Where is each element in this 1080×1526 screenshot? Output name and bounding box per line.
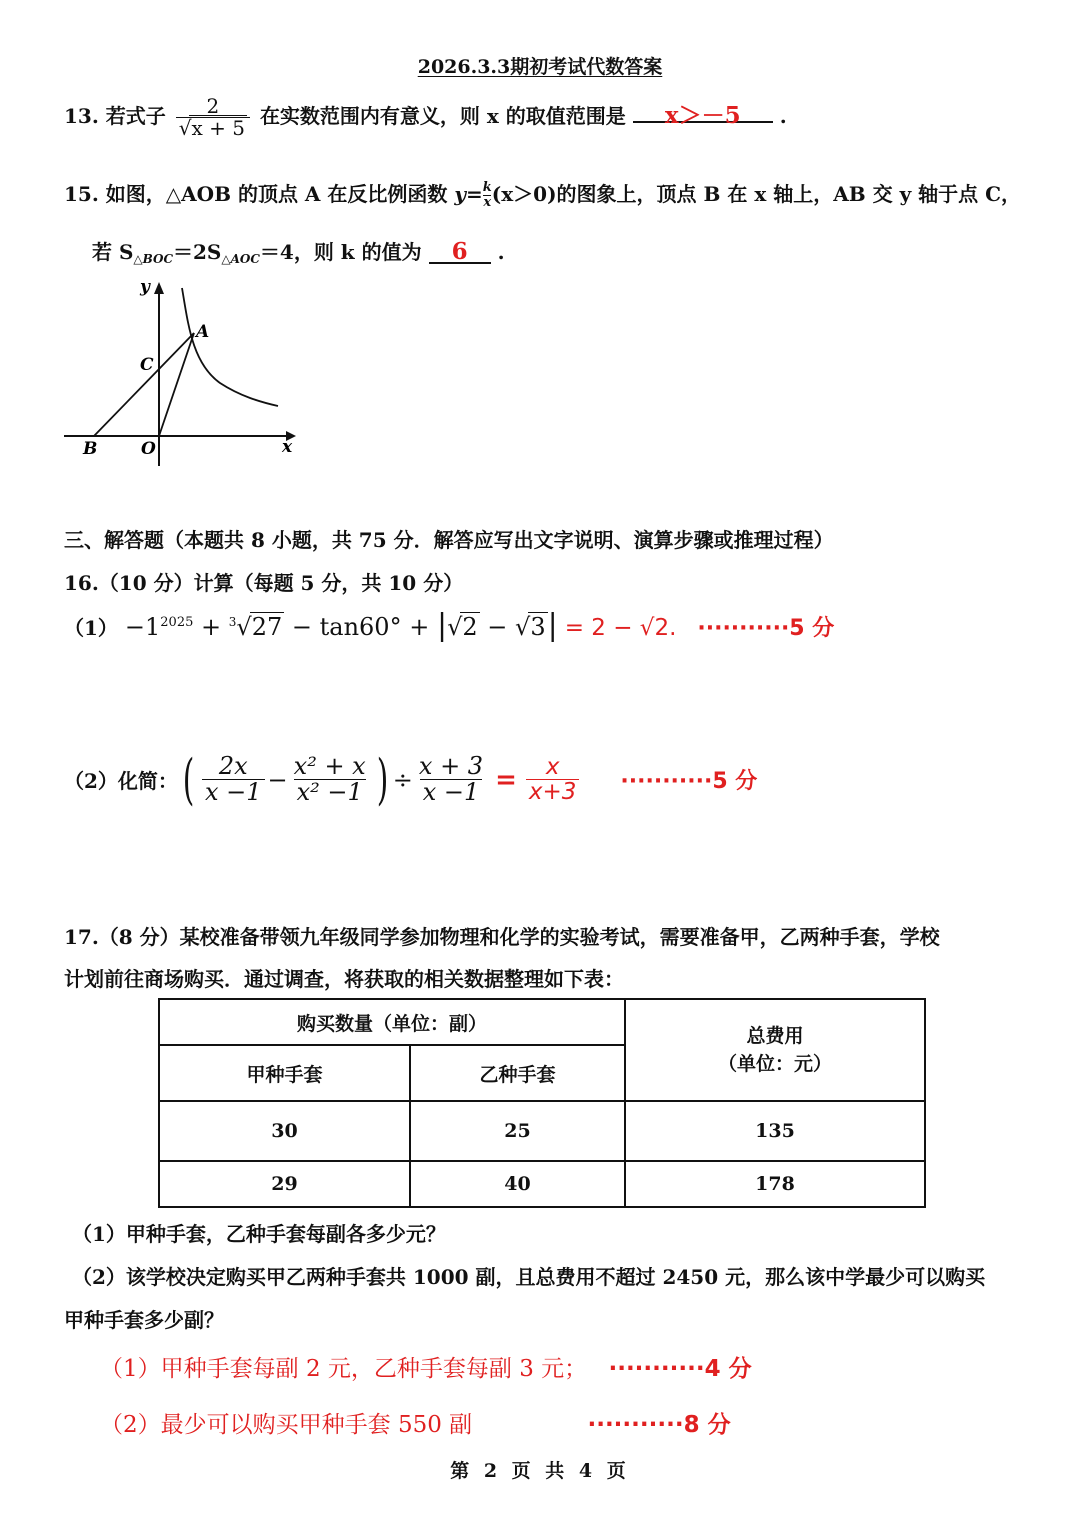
q15-line2-b: ＝2S xyxy=(173,240,222,264)
q16-p1-radicand: 27 xyxy=(251,613,283,641)
q15-func-y: y= xyxy=(454,182,483,206)
q17-sub2-line1: （2）该学校决定购买甲乙两种手套共 1000 副，且总费用不超过 2450 元，那么该中学最少可以购买 xyxy=(72,1265,986,1289)
q13-frac-num: 2 xyxy=(206,94,220,118)
q15-sub-boc: △BOC xyxy=(133,252,174,266)
label-x: x xyxy=(282,437,293,457)
table-cell-b: 40 xyxy=(410,1161,625,1207)
question-15-line2 xyxy=(92,236,505,266)
table-header-row xyxy=(159,999,925,1045)
q13-frac-den: √x + 5 xyxy=(176,117,250,139)
abs-bar-right: | xyxy=(547,608,558,643)
label-o: O xyxy=(141,439,156,459)
q16-p2-frac2 xyxy=(291,751,369,806)
q16-part1 xyxy=(64,608,834,643)
table-col-b: 乙种手套 xyxy=(410,1045,625,1101)
hyperbola-curve xyxy=(182,288,278,406)
table-cell-a: 30 xyxy=(159,1101,410,1161)
q16-p1-abs-op: − xyxy=(487,613,508,641)
q13-prefix: 若式子 xyxy=(105,104,166,128)
table-header-cost-1: 总费用 xyxy=(746,1024,804,1047)
q15-func-fraction xyxy=(483,181,492,209)
table-col-a: 甲种手套 xyxy=(159,1045,410,1101)
q16-p2-f2-num: x² + x xyxy=(293,751,366,780)
abs-bar-left: | xyxy=(436,608,448,643)
table-header-qty: 购买数量（单位：副） xyxy=(159,999,625,1045)
q15-func-num: k xyxy=(482,180,492,196)
q16-p1-answer: = 2 − √2. xyxy=(564,615,677,641)
q16-p1-abs-b: 3 xyxy=(530,613,546,641)
q17-sub2-line2: 甲种手套多少副？ xyxy=(64,1308,224,1332)
q16-p1-abs-a: 2 xyxy=(462,613,478,641)
paren-right: ) xyxy=(376,748,389,811)
table-header-cost xyxy=(625,999,925,1101)
q13-fraction xyxy=(176,96,250,139)
q16-p2-f3-den: x −1 xyxy=(420,779,483,805)
q17-ans2-text: （2）最少可以购买甲种手套 550 副 xyxy=(100,1412,473,1438)
q15-line1-a: 如图，△AOB 的顶点 A 在反比例函数 xyxy=(105,182,448,206)
q13-answer-blank xyxy=(633,97,773,129)
table-header-cost-2: （单位：元） xyxy=(717,1053,832,1075)
y-axis-arrow-icon xyxy=(154,282,164,294)
q16-p2-minus: − xyxy=(267,765,288,794)
q16-p2-f1-num: 2x xyxy=(218,751,248,780)
table-row xyxy=(159,1161,925,1207)
table-cell-cost: 178 xyxy=(625,1161,925,1207)
q16-p2-f2-den: x² −1 xyxy=(294,779,366,805)
q16-p1-expr-a: −1 xyxy=(124,613,161,641)
data-table xyxy=(158,998,926,1208)
q15-sub-aoc: △AOC xyxy=(221,252,260,266)
q17-ans1-text: （1）甲种手套每副 2 元，乙种手套每副 3 元； xyxy=(100,1356,588,1382)
q17-sub1: （1）甲种手套，乙种手套每副各多少元？ xyxy=(72,1222,446,1246)
q15-period: . xyxy=(497,240,505,264)
q16-p2-label: （2）化简： xyxy=(64,769,178,793)
q15-line1-b: (x＞0)的图象上，顶点 B 在 x 轴上，AB 交 y 轴于点 C， xyxy=(491,182,1022,206)
q16-p2-eq: = xyxy=(495,764,517,795)
section-3-heading: 三、解答题（本题共 8 小题，共 75 分．解答应写出文字说明、演算步骤或推理过程） xyxy=(64,528,834,552)
q17-answer-1 xyxy=(100,1350,752,1383)
q16-p2-f1-den: x −1 xyxy=(202,779,265,805)
page-title: 2026.3.3期初考试代数答案 xyxy=(417,56,663,78)
q17-ans1-score: ···········4 分 xyxy=(608,1356,752,1382)
table-row xyxy=(159,1101,925,1161)
label-a: A xyxy=(196,322,210,342)
q15-answer-blank xyxy=(429,238,491,264)
q16-header: 16.（10 分）计算（每题 5 分，共 10 分） xyxy=(64,571,464,595)
label-b: B xyxy=(83,439,98,459)
q16-p2-frac1 xyxy=(202,751,265,806)
q16-p1-exponent: 2025 xyxy=(160,615,194,630)
q15-line2-c: ＝4，则 k 的值为 xyxy=(259,240,422,264)
q15-line2-a: 若 S xyxy=(92,240,134,264)
q16-p2-score: ···········5 分 xyxy=(620,769,758,794)
label-y: y xyxy=(140,278,150,297)
q16-part2 xyxy=(64,748,757,811)
q13-radicand: x + 5 xyxy=(191,116,245,140)
q16-p1-expr-c: − tan60° + xyxy=(291,613,430,641)
q16-p1-root-index: 3 xyxy=(228,615,237,629)
q17-line2: 计划前往商场购买．通过调查，将获取的相关数据整理如下表： xyxy=(64,967,624,991)
q16-p2-ans-num: x xyxy=(545,753,560,780)
q16-p2-div: ÷ xyxy=(392,765,413,794)
q16-p2-ans-den: x+3 xyxy=(526,779,580,804)
q15-answer: 6 xyxy=(451,238,468,265)
q16-p2-f3-num: x + 3 xyxy=(418,751,484,780)
q17-line1: 17.（8 分）某校准备带领九年级同学参加物理和化学的实验考试，需要准备甲，乙两种手套，学校 xyxy=(64,925,940,949)
q16-p1-score: ···········5 分 xyxy=(697,616,835,641)
q16-p1-expr-b: + xyxy=(201,613,222,641)
q16-p1-expr: $-1^{2025} + ^3√27 - \tan 60^\circ + |√2 - √3|$ xyxy=(124,608,558,643)
table-cell-cost: 135 xyxy=(625,1101,925,1161)
q13-period: . xyxy=(779,104,787,128)
q13-answer: x＞－5 xyxy=(664,102,741,129)
segment-oa xyxy=(159,333,194,436)
table-cell-a: 29 xyxy=(159,1161,410,1207)
q16-p2-frac3 xyxy=(416,751,486,806)
q17-answer-2 xyxy=(100,1406,731,1439)
question-15-line1 xyxy=(64,178,1021,210)
q13-suffix: 在实数范围内有意义，则 x 的取值范围是 xyxy=(259,104,626,128)
q17-ans2-score: ···········8 分 xyxy=(587,1412,731,1438)
q15-number: 15. xyxy=(64,182,99,206)
q15-figure xyxy=(60,278,310,468)
segment-ab xyxy=(94,333,194,436)
label-c: C xyxy=(140,355,154,375)
page-footer: 第 2 页 共 4 页 xyxy=(450,1460,630,1482)
question-13 xyxy=(64,96,787,139)
q13-number: 13. xyxy=(64,104,99,128)
q15-func-den: x xyxy=(483,195,492,210)
paren-left: ( xyxy=(182,748,195,811)
q16-p1-label: （1） xyxy=(64,616,118,640)
q16-p2-answer xyxy=(526,755,580,804)
table-cell-b: 25 xyxy=(410,1101,625,1161)
